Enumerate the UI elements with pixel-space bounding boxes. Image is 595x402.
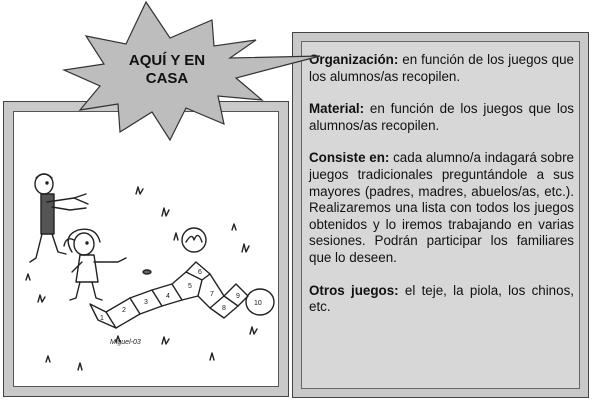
hopscotch-number: 5 — [188, 283, 192, 290]
organization-paragraph — [309, 52, 574, 85]
ball-drawing — [182, 228, 206, 252]
material-text: en función de los juegos que los alumnos/as recopilen. — [309, 101, 574, 133]
hopscotch-number: 1 — [100, 315, 104, 322]
grass-tufts — [26, 187, 257, 370]
badge-title — [92, 52, 242, 88]
material-paragraph — [309, 101, 574, 134]
description-text: cada alumno/a indagará sobre juegos tradicionales preguntándole a sus mayores (padres, madres, abuelos/as, etc.). Realizaremos una lista con todos los juegos obtenidos y lo iremos trabajando en varias sesiones. Podrán participar los familiares que lo deseen. — [309, 150, 575, 265]
other-games-paragraph — [309, 283, 574, 316]
badge-line-2: CASA — [145, 70, 189, 87]
hopscotch-number: 3 — [144, 299, 148, 306]
other-games-text: el teje, la piola, los chinos, etc. — [309, 282, 574, 315]
description-heading: Consiste en: — [309, 150, 390, 166]
hopscotch-grid — [90, 262, 274, 328]
material-heading: Material: — [309, 101, 365, 117]
organization-text: en función de los juegos que los alumnos/as recopilen. — [309, 52, 574, 84]
artist-signature: Miguel-03 — [110, 339, 141, 346]
adult-figure — [30, 174, 88, 262]
hopscotch-number: 6 — [198, 269, 202, 276]
activity-card-frame — [292, 32, 589, 398]
hopscotch-number: 4 — [166, 293, 170, 300]
badge-line-1: AQUÍ Y EN — [128, 52, 206, 69]
other-games-heading: Otros juegos: — [309, 282, 399, 298]
activity-card — [301, 41, 580, 389]
hopscotch-number: 9 — [236, 293, 240, 300]
girl-figure — [64, 229, 126, 300]
hopscotch-number: 8 — [222, 305, 226, 312]
hopscotch-number: 7 — [210, 291, 214, 298]
hopscotch-number: 10 — [254, 300, 262, 307]
description-paragraph — [309, 150, 574, 266]
hopscotch-number: 2 — [122, 307, 126, 314]
organization-heading: Organización: — [309, 52, 399, 67]
